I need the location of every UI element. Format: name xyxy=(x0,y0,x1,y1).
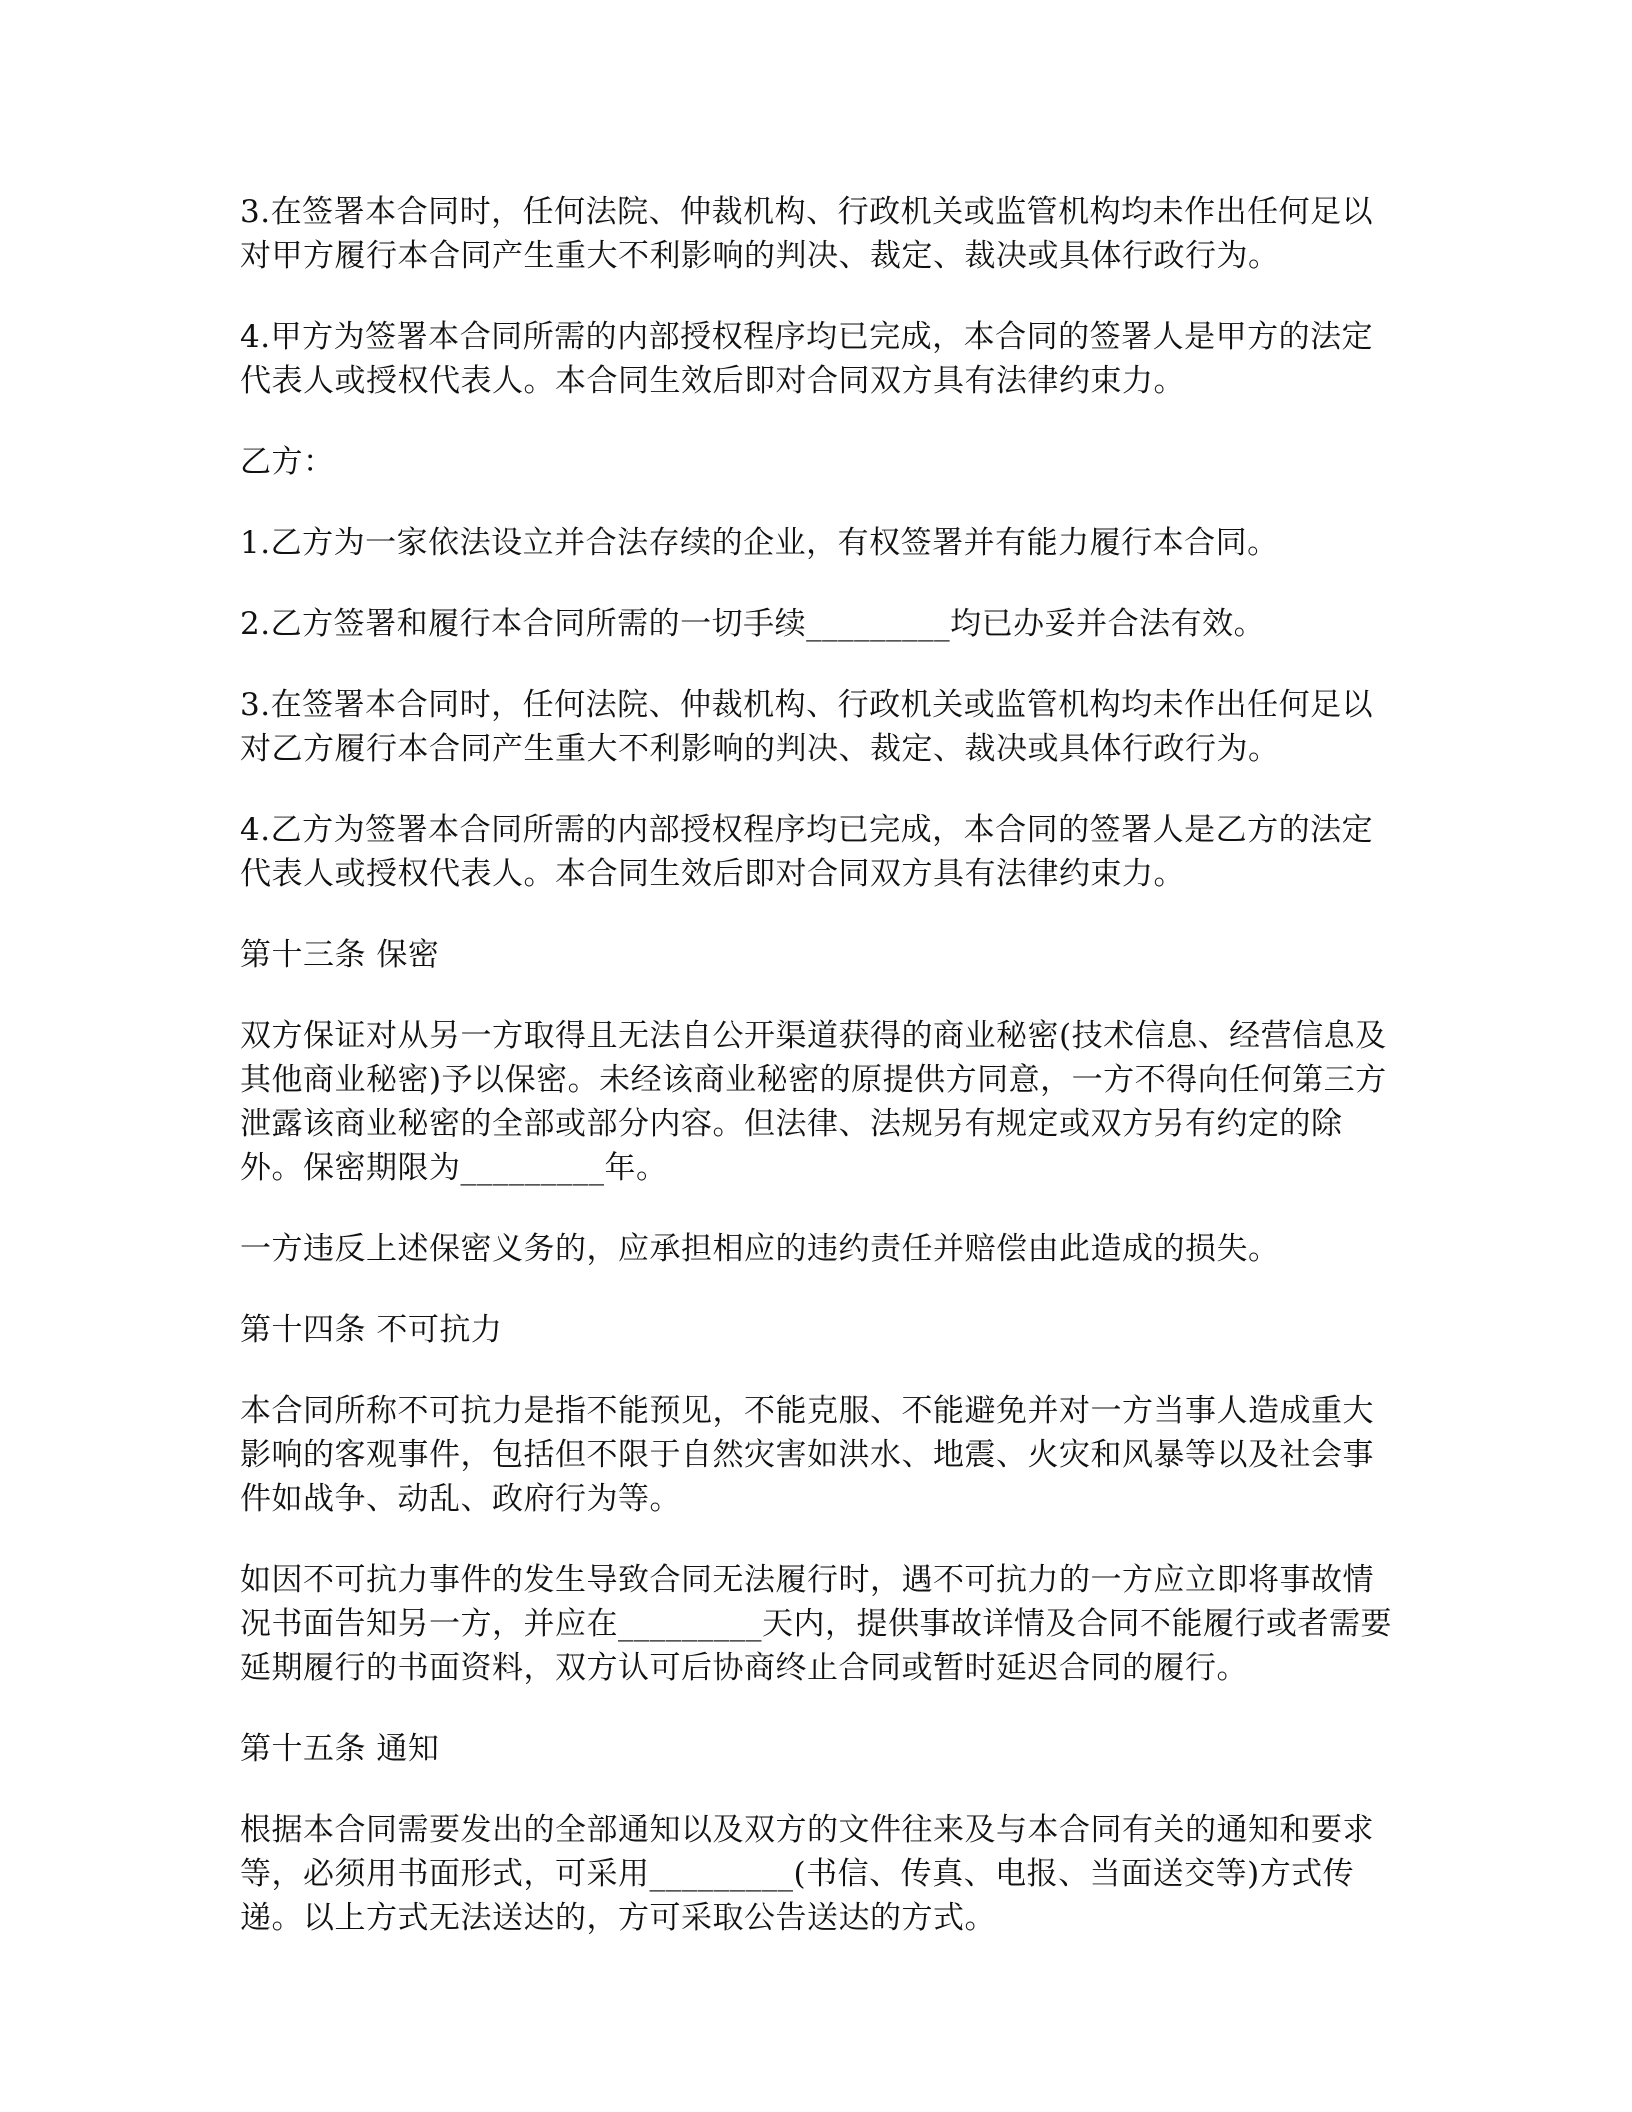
document-page xyxy=(240,190,1400,1977)
clause-party-a-item-4: 4.甲方为签署本合同所需的内部授权程序均已完成，本合同的签署人是甲方的法定代表人或授权代表人。本合同生效后即对合同双方具有法律约束力。 xyxy=(240,319,1374,399)
party-b-heading: 乙方： xyxy=(240,444,335,480)
article-14-paragraph-2: 如因不可抗力事件的发生导致合同无法履行时，遇不可抗力的一方应立即将事故情况书面告知另一方，并应在_________天内，提供事故详情及合同不能履行或者需要延期履行的书面资料，双方认可后协商终止合同或暂时延迟合同的履行。 xyxy=(240,1562,1392,1686)
article-15-heading: 第十五条 通知 xyxy=(240,1731,440,1767)
clause-party-b-item-2: 2.乙方签署和履行本合同所需的一切手续_________均已办妥并合法有效。 xyxy=(240,606,1266,642)
article-15-paragraph-1: 根据本合同需要发出的全部通知以及双方的文件往来及与本合同有关的通知和要求等，必须用书面形式，可采用_________(书信、传真、电报、当面送交等)方式传递。以上方式无法送达的，方可采取公告送达的方式。 xyxy=(240,1812,1374,1936)
clause-party-b-item-1: 1.乙方为一家依法设立并合法存续的企业，有权签署并有能力履行本合同。 xyxy=(240,525,1279,561)
clause-party-b-item-4: 4.乙方为签署本合同所需的内部授权程序均已完成，本合同的签署人是乙方的法定代表人或授权代表人。本合同生效后即对合同双方具有法律约束力。 xyxy=(240,812,1374,892)
clause-party-a-item-3: 3.在签署本合同时，任何法院、仲裁机构、行政机关或监管机构均未作出任何足以对甲方履行本合同产生重大不利影响的判决、裁定、裁决或具体行政行为。 xyxy=(240,194,1374,274)
clause-party-b-item-3: 3.在签署本合同时，任何法院、仲裁机构、行政机关或监管机构均未作出任何足以对乙方履行本合同产生重大不利影响的判决、裁定、裁决或具体行政行为。 xyxy=(240,687,1374,767)
article-14-heading: 第十四条 不可抗力 xyxy=(240,1312,503,1348)
article-13-paragraph-1: 双方保证对从另一方取得且无法自公开渠道获得的商业秘密(技术信息、经营信息及其他商业秘密)予以保密。未经该商业秘密的原提供方同意，一方不得向任何第三方泄露该商业秘密的全部或部分内容。但法律、法规另有规定或双方另有约定的除外。保密期限为_________年。 xyxy=(240,1018,1387,1186)
article-13-paragraph-2: 一方违反上述保密义务的，应承担相应的违约责任并赔偿由此造成的损失。 xyxy=(240,1231,1280,1267)
article-13-heading: 第十三条 保密 xyxy=(240,937,440,973)
article-14-paragraph-1: 本合同所称不可抗力是指不能预见，不能克服、不能避免并对一方当事人造成重大影响的客观事件，包括但不限于自然灾害如洪水、地震、火灾和风暴等以及社会事件如战争、动乱、政府行为等。 xyxy=(240,1393,1374,1517)
